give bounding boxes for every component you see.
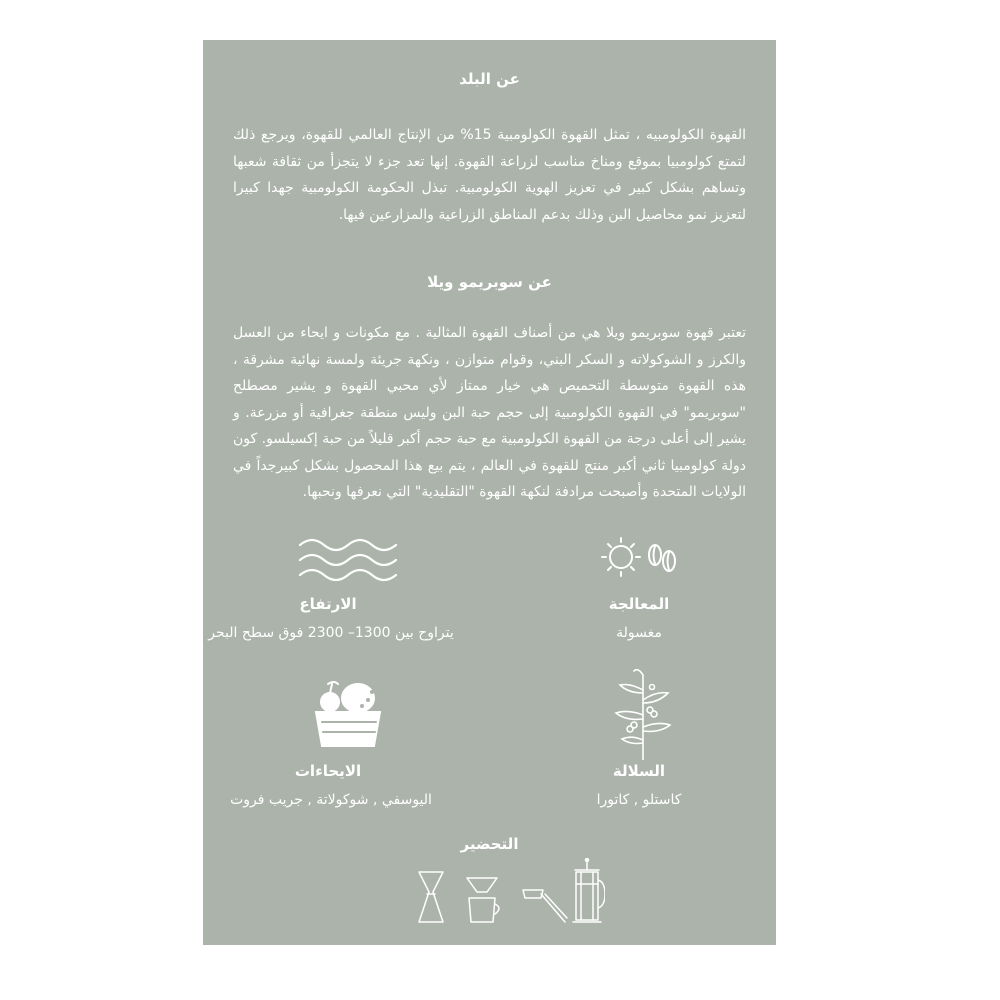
variety-label: السلالة	[612, 762, 666, 780]
brewing-tools-icon	[415, 858, 605, 928]
altitude-value: يتراوح بين 1300– 2300 فوق سطح البحر	[208, 625, 454, 641]
sun-beans-icon	[601, 535, 683, 583]
brewing-heading: التحضير	[460, 835, 519, 853]
product-heading: عن سوبريمو ويلا	[427, 273, 552, 291]
coffee-plant-icon	[608, 665, 678, 760]
notes-label: الايحاءات	[294, 762, 362, 780]
fruit-basket-icon	[308, 680, 388, 750]
variety-value: كاستلو , كاتورا	[596, 792, 682, 808]
country-paragraph: القهوة الكولومبيه ، تمثل القهوة الكولومبية 15% من الإنتاج العالمي للقهوة، ويرجع ذلك لتمتع كولومبيا بموقع ومناخ مناسب لزراعة القهوة. إنها تعد جزء لا يتجزأ من ثقافة شعبها وتساهم بشكل كبير في تعزيز الهوية الكولومبية. تبذل الحكومة الكولومبية جهدا كبيرا لتعزيز نمو محاصيل البن وذلك بدعم المناطق الزراعية والمزارعين فيها.	[233, 127, 747, 223]
processing-label: المعالجة	[608, 595, 670, 613]
processing-value: مغسولة	[616, 625, 662, 641]
coffee-info-card	[203, 40, 776, 945]
product-paragraph: تعتبر قهوة سوبريمو ويلا هي من أصناف القهوة المثالية . مع مكونات و ايحاء من العسل والكرز و الشوكولاته و السكر البني، وقوام متوازن ، ونكهة جريئة ولمسة نهائية مشرقة ، هذه القهوة متوسطة التحميص هي خيار ممتاز لأي محبي القهوة و يشير مصطلح "سوبريمو" في القهوة الكولومبية إلى حجم حبة البن وليس منطقة جغرافية أو مزرعة. و يشير إلى أعلى درجة من القهوة الكولومبية مع حبة حجم أكبر قليلاً من حبة إكسيلسو. كون دولة كولومبيا ثاني أكبر منتج للقهوة في العالم ، يتم بيع هذا المحصول بشكل كبيرجداً في الولايات المتحدة وأصبحت مرادفة لنكهة القهوة "التقليدية" التي نعرفها ونحبها.	[233, 325, 746, 500]
waves-icon	[295, 535, 405, 585]
altitude-label: الارتفاع	[299, 595, 357, 613]
country-heading: عن البلد	[459, 70, 520, 88]
notes-value: اليوسفي , شوكولاتة , جريب فروت	[230, 792, 432, 808]
